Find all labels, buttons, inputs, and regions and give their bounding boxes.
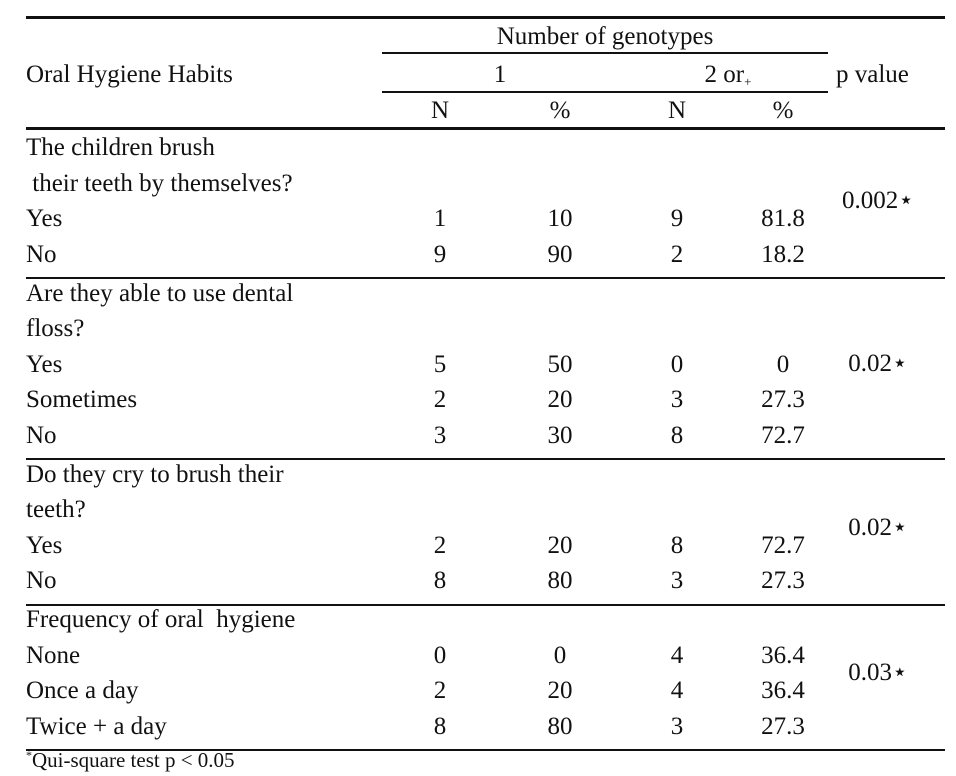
col-group-2-sub: + xyxy=(744,74,752,89)
cell-n2: 3 xyxy=(670,386,684,413)
row-label: None xyxy=(26,641,81,669)
top-rule xyxy=(26,16,945,19)
sub-col-n2: N xyxy=(667,97,687,124)
question-text: their teeth by themselves? xyxy=(26,169,293,197)
cell-n1: 0 xyxy=(433,641,447,669)
sub-col-pct2: % xyxy=(772,97,794,124)
row-label: Yes xyxy=(26,205,63,232)
group-title: Number of genotypes xyxy=(496,23,714,50)
sub-col-pct1: % xyxy=(549,97,571,124)
cell-p2: 81.8 xyxy=(761,205,805,232)
cell-p1: 50 xyxy=(547,350,573,378)
cell-n1: 3 xyxy=(433,421,447,449)
header-bottom-rule xyxy=(26,127,945,130)
cell-n1: 8 xyxy=(433,567,447,594)
question-text: Are they able to use dental xyxy=(26,279,294,307)
subgroup-rule xyxy=(382,91,828,93)
group-rule xyxy=(382,52,828,54)
cell-n1: 1 xyxy=(433,205,447,232)
cell-p2: 27.3 xyxy=(761,567,805,594)
footnote-marker: * xyxy=(26,748,32,762)
question-text: floss? xyxy=(26,315,85,342)
cell-p1: 80 xyxy=(547,712,573,740)
cell-n1: 2 xyxy=(433,677,447,704)
question-text: Frequency of oral hygiene xyxy=(26,606,296,633)
cell-n1: 8 xyxy=(433,712,447,740)
cell-n2: 4 xyxy=(670,641,684,669)
cell-p1: 10 xyxy=(547,205,573,232)
cell-n2: 2 xyxy=(670,240,684,268)
cell-n1: 5 xyxy=(433,350,447,378)
cell-n2: 0 xyxy=(670,350,684,378)
cell-n2: 3 xyxy=(670,712,684,740)
cell-n2: 8 xyxy=(670,421,684,449)
cell-p2: 18.2 xyxy=(761,240,805,268)
row-label: Yes xyxy=(26,350,63,378)
row-label-header: Oral Hygiene Habits xyxy=(26,61,233,88)
cell-p2: 36.4 xyxy=(761,641,805,669)
question-text: teeth? xyxy=(26,496,86,523)
footnote-text: Qui-square test p < 0.05 xyxy=(32,748,235,772)
footnote xyxy=(26,740,235,775)
col-group-1: 1 xyxy=(493,61,507,88)
cell-n2: 9 xyxy=(670,205,684,232)
cell-p2: 27.3 xyxy=(761,712,805,740)
row-label: Once a day xyxy=(26,677,139,704)
cell-p1: 80 xyxy=(547,567,573,594)
row-label: Yes xyxy=(26,531,63,559)
row-label: Sometimes xyxy=(26,386,138,413)
p-value: 0.02⋆ xyxy=(848,350,908,378)
cell-p2: 72.7 xyxy=(761,531,805,559)
cell-n2: 8 xyxy=(670,531,684,559)
cell-n2: 4 xyxy=(670,677,684,704)
cell-n2: 3 xyxy=(670,567,684,594)
row-label: Twice + a day xyxy=(26,712,167,740)
cell-p1: 20 xyxy=(547,677,573,704)
row-label: No xyxy=(26,567,57,594)
p-value: 0.002⋆ xyxy=(842,187,914,214)
col-group-2-main: 2 or xyxy=(704,61,745,88)
cell-n1: 2 xyxy=(433,386,447,413)
sub-col-n1: N xyxy=(430,97,450,124)
cell-p1: 30 xyxy=(547,421,573,449)
cell-p1: 20 xyxy=(547,386,573,413)
cell-p2: 72.7 xyxy=(761,421,805,449)
cell-p1: 0 xyxy=(553,641,567,669)
cell-n1: 9 xyxy=(433,240,447,268)
row-label: No xyxy=(26,240,57,268)
p-value: 0.03⋆ xyxy=(848,659,908,686)
cell-p1: 20 xyxy=(547,531,573,559)
p-value-header: p value xyxy=(836,61,909,88)
p-value: 0.02⋆ xyxy=(848,513,908,541)
question-text: Do they cry to brush their xyxy=(26,460,284,488)
cell-n1: 2 xyxy=(433,531,447,559)
row-label: No xyxy=(26,421,57,449)
question-text: The children brush xyxy=(26,134,215,161)
cell-p2: 0 xyxy=(776,350,790,378)
cell-p2: 36.4 xyxy=(761,677,805,704)
cell-p1: 90 xyxy=(547,240,573,268)
cell-p2: 27.3 xyxy=(761,386,805,413)
